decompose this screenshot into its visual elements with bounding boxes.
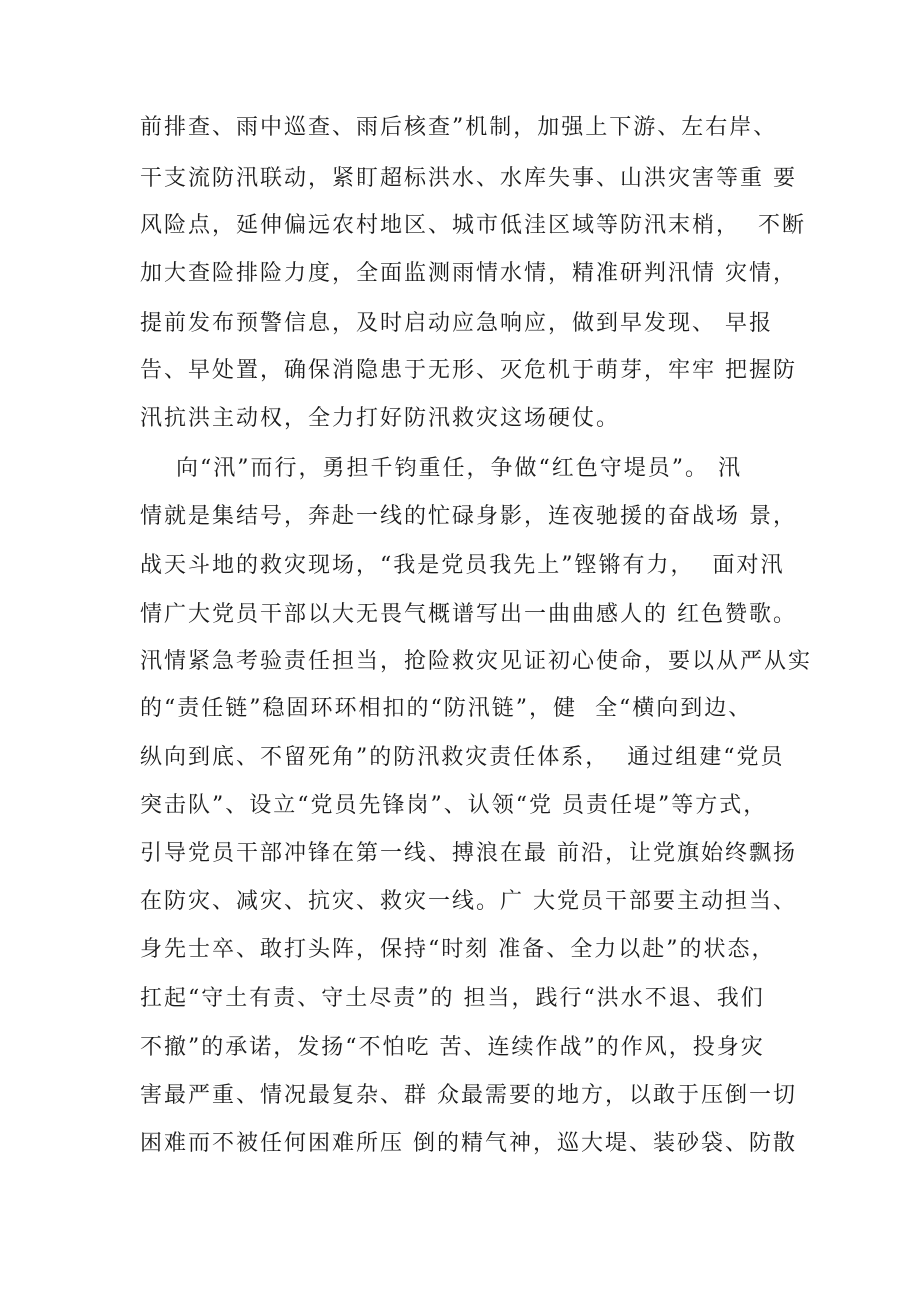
text-line: 情广大党员干部以大无畏气概谱写出一曲曲感人的 红色赞歌。 <box>140 602 797 627</box>
text-line: 困难而不被任何困难所压 倒的精气神，巡大堤、装砂袋、防散 <box>140 1131 797 1156</box>
text-line: 的“责任链”稳固环环相扣的“防汛链”，健 全“横向到边、 <box>140 696 753 721</box>
text-line: 身先士卒、敢打头阵，保持“时刻 准备、全力以赴”的状态， <box>140 937 776 962</box>
text-line: 战天斗地的救灾现场，“我是党员我先上”铿锵有力， 面对汛 <box>140 553 785 578</box>
text-line: 害最严重、情况最复杂、群 众最需要的地方，以敢于压倒一切 <box>140 1083 797 1108</box>
text-line: 突击队”、设立“党员先锋岗”、认领“党 员责任堤”等方式， <box>140 793 768 818</box>
text-line: 汛抗洪主动权，全力打好防汛救灾这场硬仗。 <box>140 406 621 431</box>
text-line: 前排查、雨中巡查、雨后核查”机制，加强上下游、左右岸、 <box>140 115 778 140</box>
text-line: 风险点，延伸偏远农村地区、城市低洼区域等防汛末梢， 不断 <box>140 213 806 238</box>
text-line: 扛起“守土有责、守土尽责”的 担当，践行“洪水不退、我们 <box>140 986 765 1011</box>
text-line: 引导党员干部冲锋在第一线、搏浪在最 前沿，让党旗始终飘扬 <box>140 841 797 866</box>
text-line: 情就是集结号，奔赴一线的忙碌身影，连夜驰援的奋战场 景， <box>140 504 797 529</box>
text-line: 在防灾、减灾、抗灾、救灾一线。广 大党员干部要主动担当、 <box>140 889 797 914</box>
text-line: 提前发布预警信息，及时启动应急响应，做到早发现、 早报 <box>140 311 773 336</box>
text-line: 不撤”的承诺，发扬“不怕吃 苦、连续作战”的作风，投身灾 <box>140 1035 765 1060</box>
text-line: 向“汛”而行，勇担千钧重任，争做“红色守堤员”。 汛 <box>140 456 742 481</box>
text-line: 汛情紧急考验责任担当，抢险救灾见证初心使命，要以从严从实 <box>140 649 813 674</box>
text-line: 加大查险排险力度，全面监测雨情水情，精准研判汛情 灾情， <box>140 261 797 286</box>
text-line: 纵向到底、不留死角”的防汛救灾责任体系， 通过组建“党员 <box>140 745 785 770</box>
text-line: 干支流防汛联动，紧盯超标洪水、水库失事、山洪灾害等重 要 <box>140 166 797 191</box>
text-line: 告、早处置，确保消隐患于无形、灭危机于萌芽，牢牢 把握防 <box>140 358 797 383</box>
